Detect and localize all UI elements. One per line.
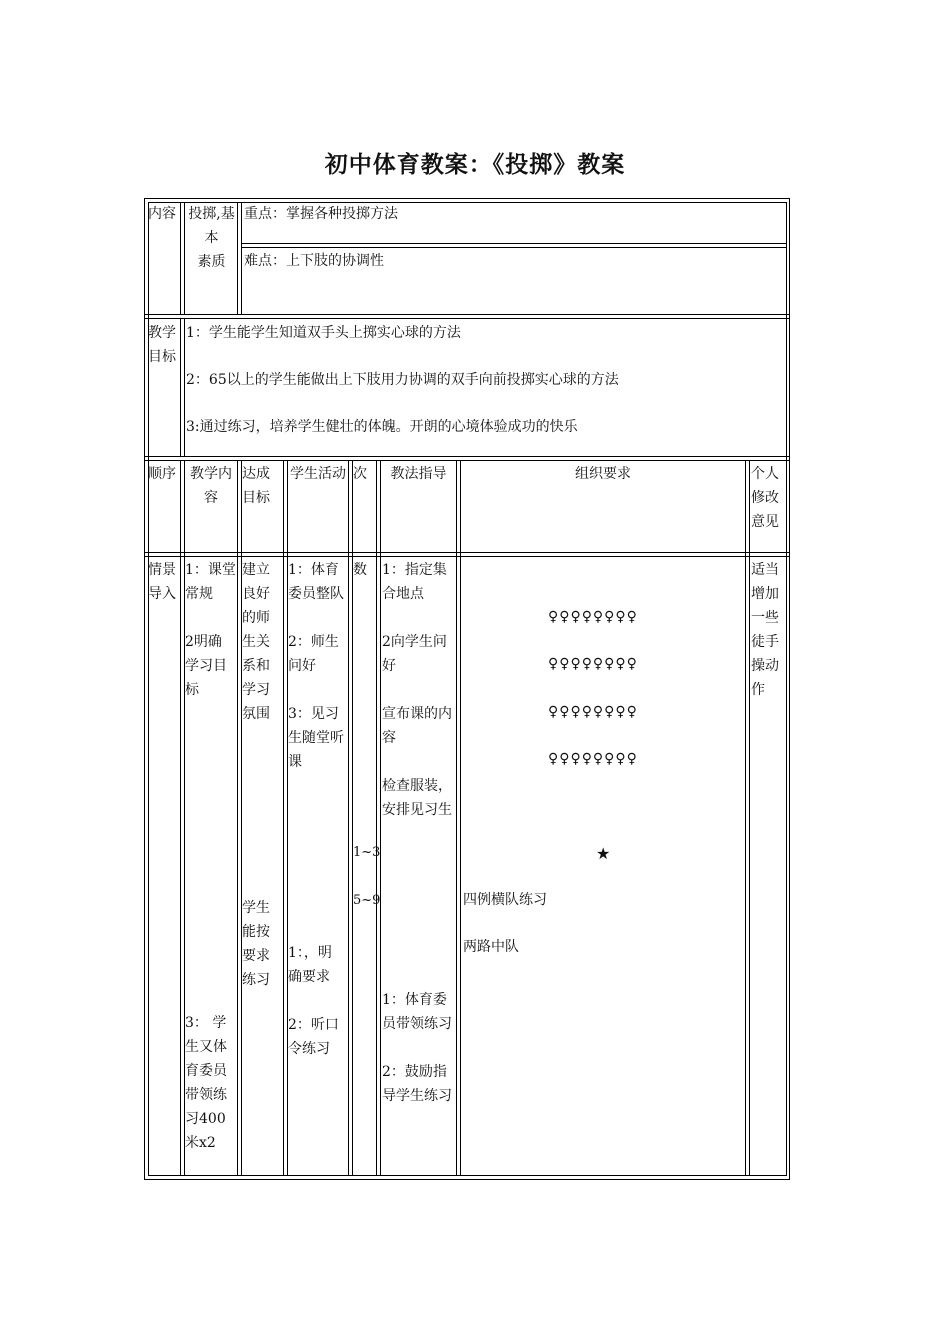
content-label: 内容 [148,206,176,222]
col-divider [180,460,181,1176]
header-teaching-content: 教学内 容 [190,466,232,506]
header-student-activity: 学生活动 [290,466,346,482]
table-inner-right [786,202,787,1176]
method-cell-a: 1：指定集 合地点 2向学生问 好 宣布课的内 容 检查服装， 安排见习生 [382,562,452,818]
activity-cell-a: 1：体育 委员整队 2：师生 问好 3：见习 生随堂听 课 [288,562,344,770]
student-formation-row: ♀♀♀♀♀♀♀♀ [548,609,638,625]
target-cell-b: 学生 能按 要求 练习 [242,900,270,988]
col-divider [380,460,381,1176]
col-divider [184,318,185,457]
student-formation-row: ♀♀♀♀♀♀♀♀ [548,656,638,672]
target-cell-a: 建立 良好 的师 生关 系和 学习 氛围 [242,562,270,722]
content-cell-a: 1：课堂 常规 2明确 学习目 标 [185,562,236,698]
col-divider [456,460,457,1176]
row-divider [145,456,790,457]
difficulty: 难点：上下肢的协调性 [244,253,384,269]
student-formation-row: ♀♀♀♀♀♀♀♀ [548,751,638,767]
col-divider [283,460,284,1176]
organization-note: 两路中队 [463,939,519,955]
header-order: 顺序 [148,466,176,482]
col-divider [460,460,461,1176]
col-divider [237,460,238,1176]
row-divider [241,243,787,244]
header-times: 次 [353,466,367,482]
times-cell-b: 1~3 5~9 [353,845,381,908]
method-cell-b: 1：体育委 员带领练习 2：鼓励指 导学生练习 [382,992,452,1104]
times-cell-a: 数 [353,562,367,578]
content-cell-b: 3： 学 生又体 育委员 带领练 习400 米x2 [185,1015,227,1151]
order-cell: 情景 导入 [148,562,176,602]
row-divider [241,247,787,248]
activity-cell-b: 1：，明 确要求 2：听口 令练习 [288,945,339,1057]
teacher-star-icon: ★ [596,844,611,863]
goal-item: 3:通过练习，培养学生健壮的体魄。开朗的心境体验成功的快乐 [186,419,578,435]
goals-label: 教学 目标 [148,325,176,365]
col-divider [241,202,242,315]
col-divider [376,460,377,1176]
header-personal: 个人 修改 意见 [751,466,779,530]
col-divider [749,460,750,1176]
col-divider [348,460,349,1176]
header-method: 教法指导 [390,466,447,482]
header-target: 达成 目标 [242,466,270,506]
header-organization: 组织要求 [575,466,631,482]
goal-item: 1：学生能学生知道双手头上掷实心球的方法 [186,325,461,341]
row-divider [145,318,790,319]
content-topic: 投掷,基本 素质 [188,206,235,270]
personal-cell: 适当 增加 一些 徒手 操动 作 [751,562,779,698]
student-formation-row: ♀♀♀♀♀♀♀♀ [548,704,638,720]
page-title: 初中体育教案：《投掷》教案 [324,151,626,178]
organization-note: 四例横队练习 [463,892,547,908]
goal-item: 2：65以上的学生能做出上下肢用力协调的双手向前投掷实心球的方法 [186,372,619,388]
key-point: 重点：掌握各种投掷方法 [244,206,398,222]
col-divider [745,460,746,1176]
col-divider [180,318,181,457]
table-inner-bottom [148,1175,786,1176]
